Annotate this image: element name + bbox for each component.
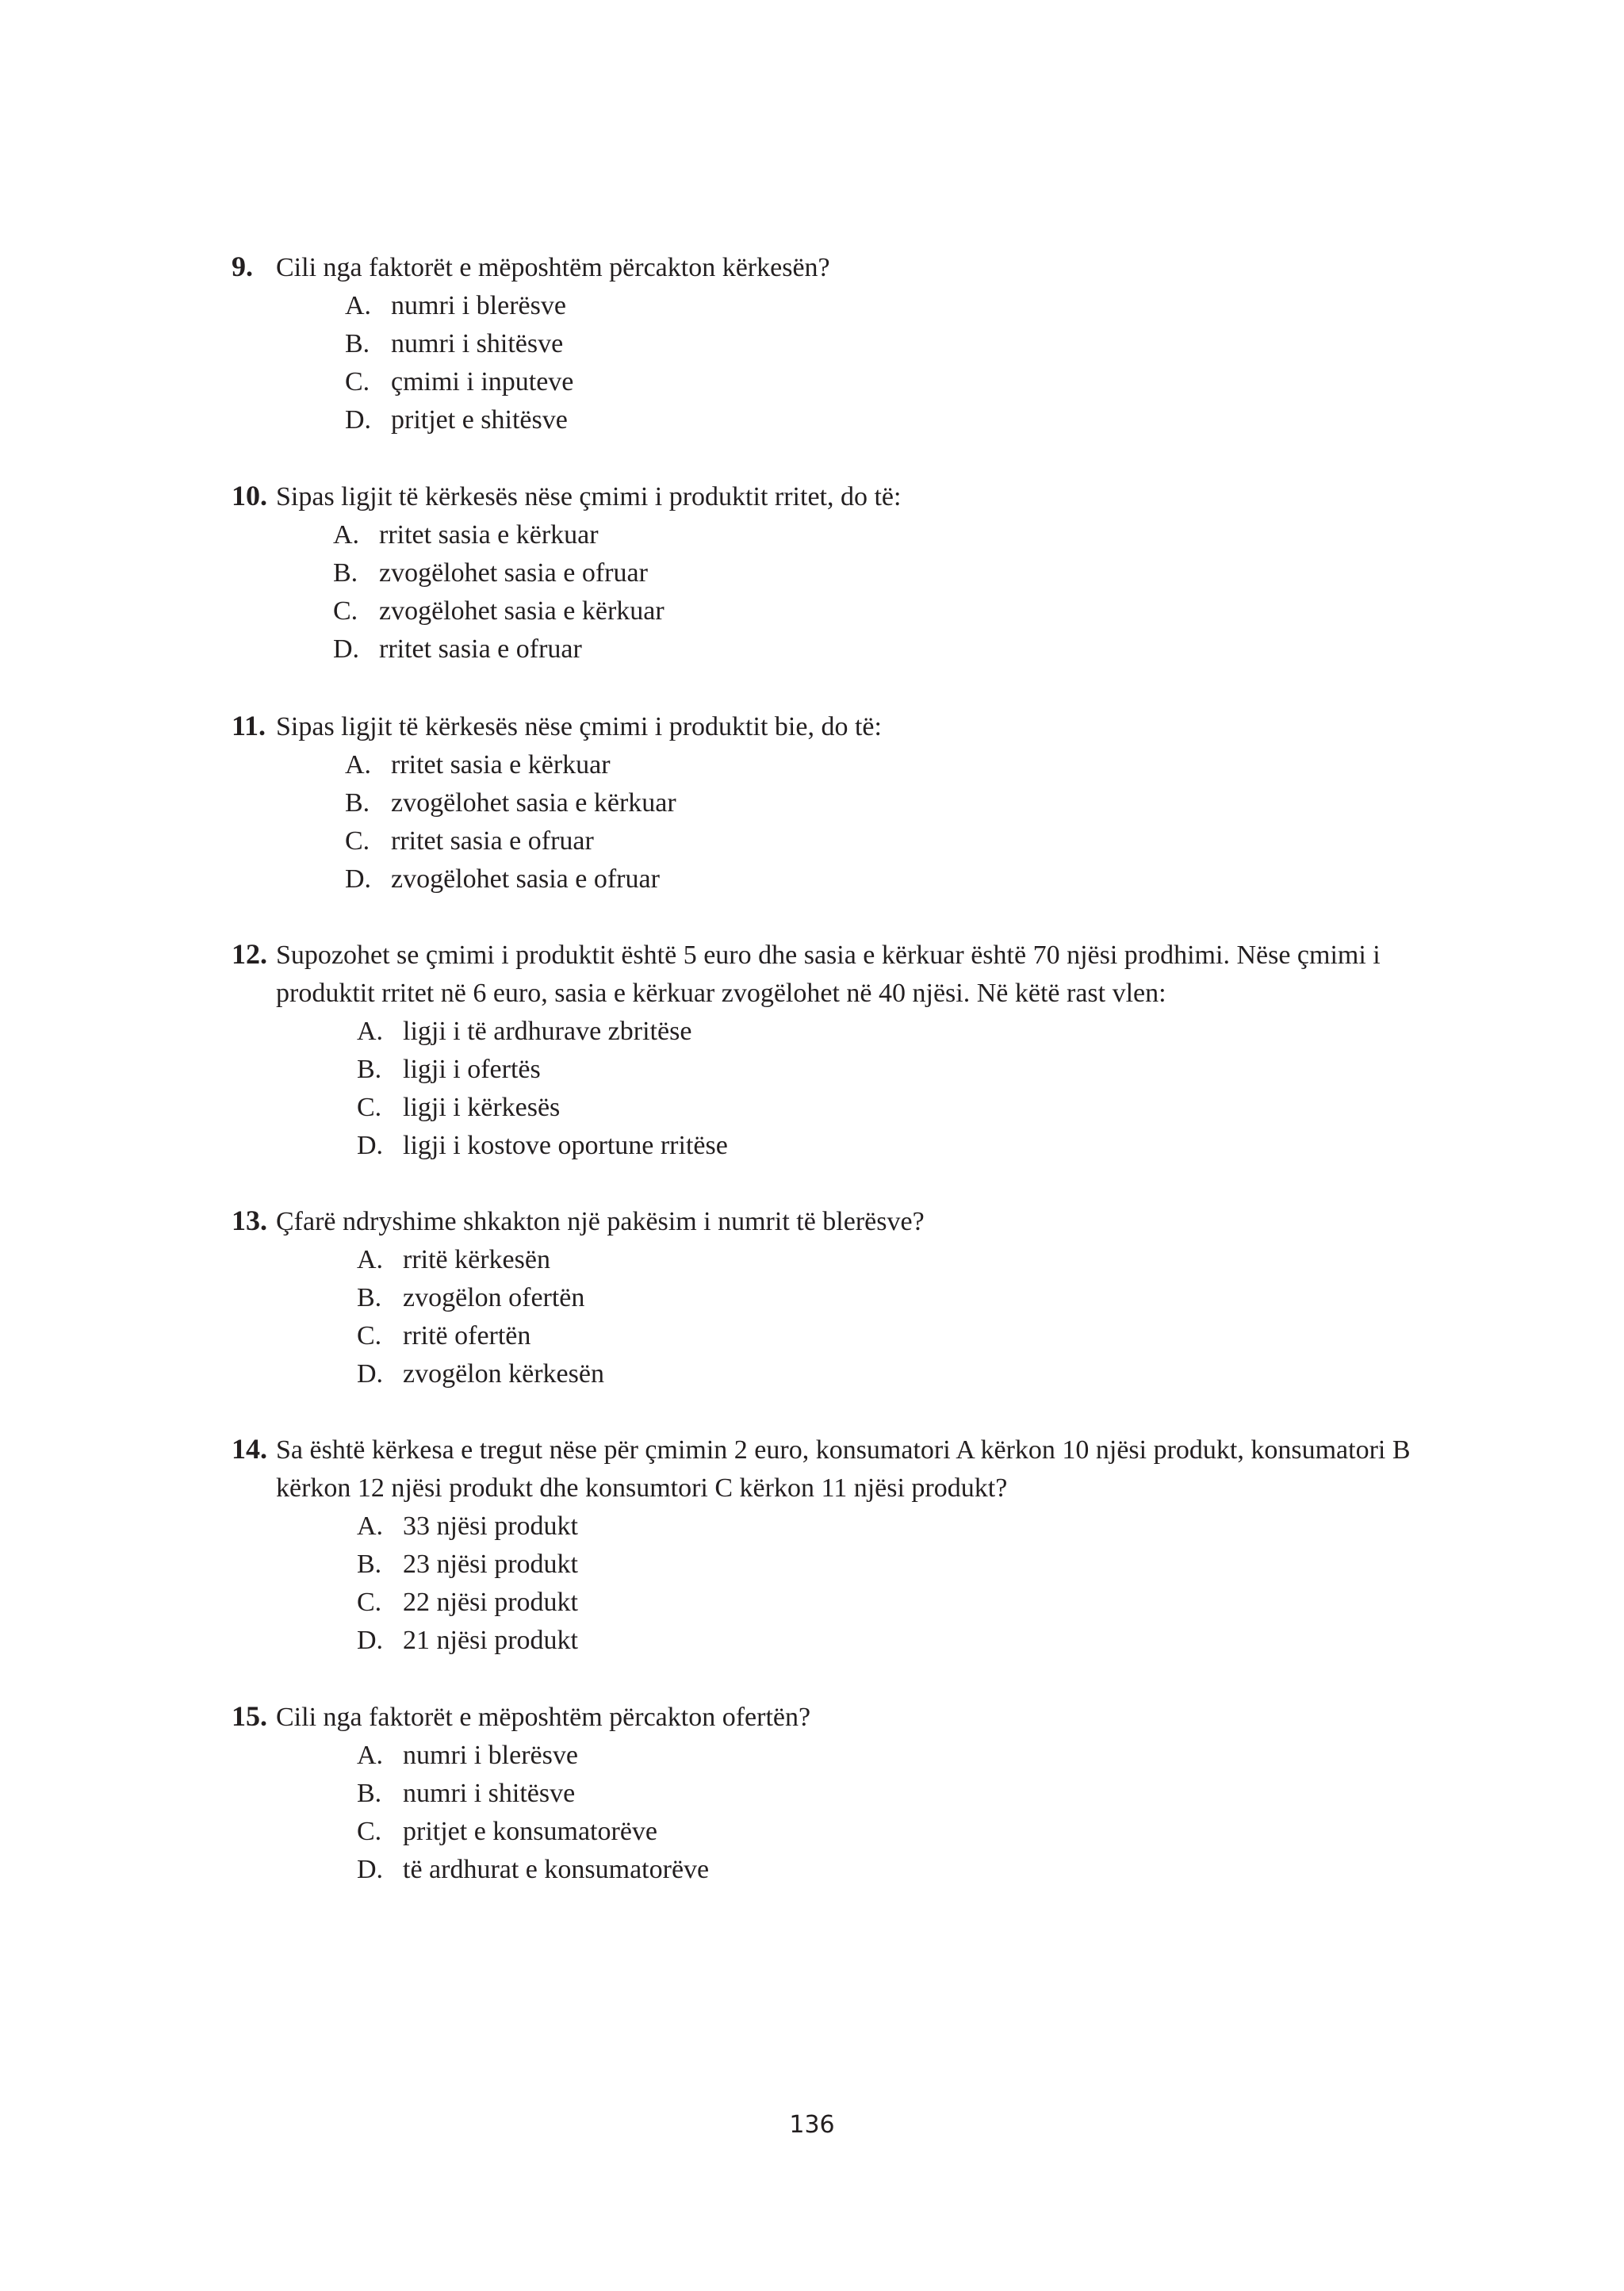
option-letter: C. <box>357 1817 382 1846</box>
question-number: 15. <box>232 1700 267 1732</box>
question-number: 14. <box>232 1433 267 1465</box>
option-text: numri i shitësve <box>403 1779 576 1808</box>
option-letter: D. <box>357 1131 384 1160</box>
question-14 <box>232 1430 1421 1660</box>
option-text: 21 njësi produkt <box>403 1626 578 1655</box>
option-text: zvogëlohet sasia e kërkuar <box>379 596 665 626</box>
option-d <box>357 1851 1421 1889</box>
question-stem <box>232 247 1421 287</box>
option-letter: C. <box>333 596 358 626</box>
option-c <box>357 1317 1421 1355</box>
option-d <box>357 1127 1421 1165</box>
option-c <box>345 822 1421 860</box>
question-number: 10. <box>232 480 267 511</box>
question-stem <box>232 935 1421 1013</box>
option-text: 23 njësi produkt <box>403 1550 578 1579</box>
option-text: 33 njësi produkt <box>403 1511 578 1541</box>
question-10 <box>232 477 1421 669</box>
options-list <box>357 1013 1421 1165</box>
option-letter: C. <box>345 826 370 856</box>
option-letter: D. <box>357 1359 384 1389</box>
option-d <box>357 1355 1421 1393</box>
option-a <box>357 1013 1421 1051</box>
question-stem <box>232 707 1421 746</box>
option-c <box>357 1089 1421 1127</box>
option-letter: C. <box>345 367 370 397</box>
page-number: 136 <box>789 2111 835 2139</box>
option-letter: A. <box>357 1017 384 1046</box>
option-text: zvogëlon kërkesën <box>403 1359 604 1389</box>
option-text: çmimi i inputeve <box>391 367 574 397</box>
option-a <box>357 1737 1421 1775</box>
options-list <box>345 746 1421 898</box>
options-list <box>357 1737 1421 1889</box>
question-11 <box>232 707 1421 898</box>
option-letter: D. <box>357 1855 384 1884</box>
option-letter: C. <box>357 1093 382 1122</box>
question-stem <box>232 1201 1421 1241</box>
option-b <box>357 1279 1421 1317</box>
option-letter: B. <box>345 788 370 818</box>
options-list <box>345 287 1421 439</box>
option-text: ligji i kostove oportune rritëse <box>403 1131 728 1160</box>
question-text: Supozohet se çmimi i produktit është 5 euro dhe sasia e kërkuar është 70 njësi prodhimi. Nëse çmimi i produktit rritet në 6 euro, sasia e kërkuar zvogëlohet në 40 njësi. Në këtë rast vlen: <box>276 941 1381 1008</box>
option-d <box>345 860 1421 898</box>
option-b <box>345 325 1421 363</box>
question-stem <box>232 477 1421 516</box>
question-text: Cili nga faktorët e mëposhtëm përcakton kërkesën? <box>276 253 830 282</box>
option-a <box>357 1508 1421 1546</box>
option-b <box>357 1546 1421 1584</box>
option-text: të ardhurat e konsumatorëve <box>403 1855 710 1884</box>
question-number: 13. <box>232 1205 267 1236</box>
option-text: pritjet e konsumatorëve <box>403 1817 658 1846</box>
option-letter: A. <box>345 291 372 320</box>
option-text: rritet sasia e kërkuar <box>391 750 611 780</box>
option-letter: B. <box>357 1550 382 1579</box>
option-b <box>357 1051 1421 1089</box>
option-text: numri i blerësve <box>403 1741 578 1770</box>
option-letter: D. <box>357 1626 384 1655</box>
option-text: zvogëlohet sasia e kërkuar <box>391 788 676 818</box>
option-text: rritet sasia e kërkuar <box>379 520 599 550</box>
question-text: Çfarë ndryshime shkakton një pakësim i numrit të blerësve? <box>276 1207 925 1236</box>
question-stem <box>232 1697 1421 1737</box>
option-c <box>333 592 1421 630</box>
option-text: 22 njësi produkt <box>403 1588 578 1617</box>
option-text: rritet sasia e ofruar <box>379 634 582 664</box>
option-text: pritjet e shitësve <box>391 405 568 435</box>
option-letter: A. <box>333 520 360 550</box>
option-text: zvogëlohet sasia e ofruar <box>379 558 648 588</box>
option-text: numri i blerësve <box>391 291 566 320</box>
question-text: Cili nga faktorët e mëposhtëm përcakton ofertën? <box>276 1703 811 1732</box>
option-letter: B. <box>357 1779 382 1808</box>
option-letter: A. <box>357 1741 384 1770</box>
options-list <box>357 1508 1421 1660</box>
question-text: Sipas ligjit të kërkesës nëse çmimi i produktit rritet, do të: <box>276 482 902 511</box>
option-a <box>345 287 1421 325</box>
option-text: ligji i ofertës <box>403 1055 541 1084</box>
question-13 <box>232 1201 1421 1393</box>
option-c <box>357 1584 1421 1622</box>
option-c <box>345 363 1421 401</box>
option-letter: B. <box>357 1055 382 1084</box>
question-text: Sa është kërkesa e tregut nëse për çmimin 2 euro, konsumatori A kërkon 10 njësi produkt, konsumatori B kërkon 12 njësi produkt dhe konsumtori C kërkon 11 njësi produkt? <box>276 1435 1411 1503</box>
option-text: rritet sasia e ofruar <box>391 826 594 856</box>
question-12 <box>232 935 1421 1165</box>
option-letter: A. <box>357 1511 384 1541</box>
question-15 <box>232 1697 1421 1889</box>
question-number: 9. <box>232 251 253 282</box>
option-d <box>345 401 1421 439</box>
option-letter: D. <box>345 405 372 435</box>
option-b <box>345 784 1421 822</box>
options-list <box>357 1241 1421 1393</box>
option-letter: D. <box>345 864 372 894</box>
option-letter: B. <box>357 1283 382 1312</box>
option-letter: A. <box>345 750 372 780</box>
option-letter: B. <box>345 329 370 358</box>
option-text: numri i shitësve <box>391 329 564 358</box>
options-list <box>333 516 1421 669</box>
option-text: rritë kërkesën <box>403 1245 550 1274</box>
option-text: ligji i të ardhurave zbritëse <box>403 1017 692 1046</box>
option-letter: C. <box>357 1588 382 1617</box>
option-c <box>357 1813 1421 1851</box>
option-b <box>333 554 1421 592</box>
question-9 <box>232 247 1421 439</box>
option-a <box>345 746 1421 784</box>
option-d <box>333 630 1421 669</box>
option-letter: D. <box>333 634 360 664</box>
question-number: 11. <box>232 710 266 741</box>
option-text: zvogëlon ofertën <box>403 1283 585 1312</box>
option-letter: A. <box>357 1245 384 1274</box>
option-a <box>357 1241 1421 1279</box>
option-letter: B. <box>333 558 358 588</box>
question-number: 12. <box>232 938 267 970</box>
question-stem <box>232 1430 1421 1508</box>
option-letter: C. <box>357 1321 382 1350</box>
option-d <box>357 1622 1421 1660</box>
option-a <box>333 516 1421 554</box>
option-text: rritë ofertën <box>403 1321 531 1350</box>
option-b <box>357 1775 1421 1813</box>
question-text: Sipas ligjit të kërkesës nëse çmimi i produktit bie, do të: <box>276 712 882 741</box>
option-text: ligji i kërkesës <box>403 1093 561 1122</box>
option-text: zvogëlohet sasia e ofruar <box>391 864 660 894</box>
